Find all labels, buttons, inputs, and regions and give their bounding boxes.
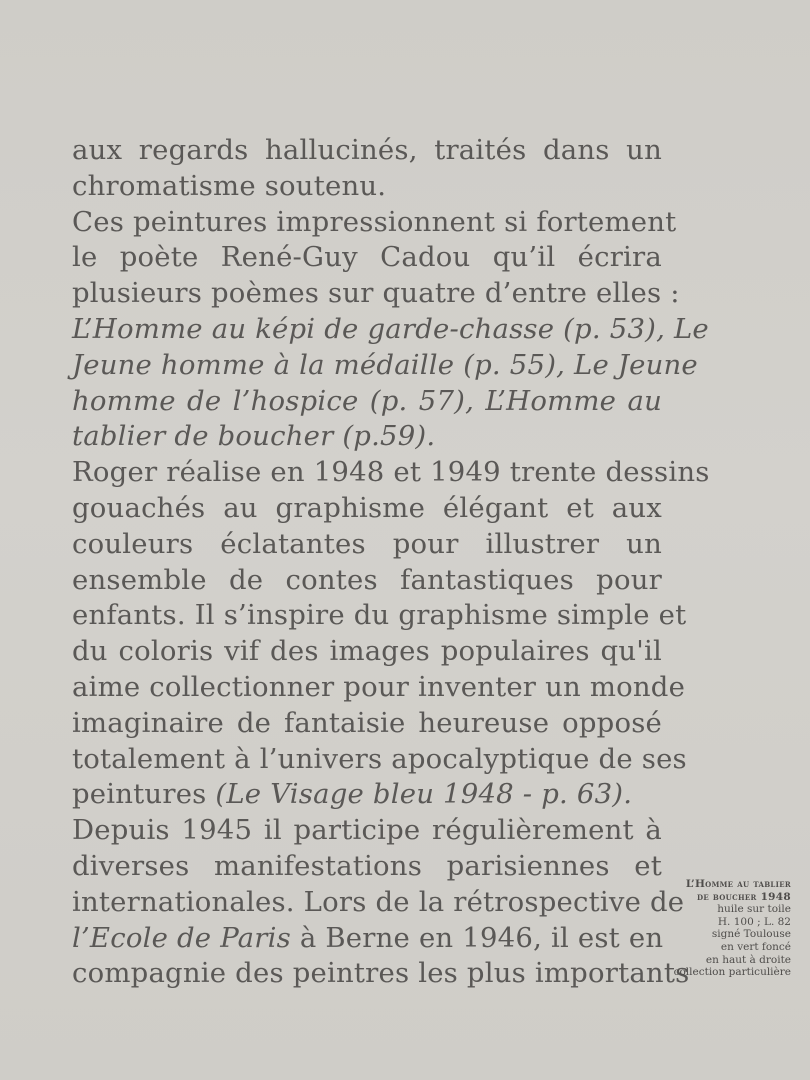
text-line (72, 276, 680, 312)
caption-line: H. 100 ; L. 82 (717, 915, 791, 928)
text: le poète René-Guy Cadou qu’il écrira (72, 241, 662, 274)
text: totalement à l’univers apocalyptique de ses (72, 742, 687, 775)
text-line (72, 706, 662, 742)
text: diverses manifestations parisiennes et (72, 849, 662, 882)
caption-title-line-2: de boucher 1948 (696, 890, 791, 903)
italic-text: L’Homme au képi de garde-chasse (p. 53), Le (72, 312, 709, 345)
text-line (72, 670, 686, 706)
text: aime collectionner pour inventer un monde (72, 670, 686, 703)
text-line (72, 921, 662, 957)
italic-text: Jeune homme à la médaille (p. 55), Le Jeune (72, 348, 698, 381)
text-line (72, 455, 710, 491)
text-line (72, 527, 662, 563)
caption-line: collection particulière (673, 966, 791, 979)
text-line (72, 312, 709, 348)
text: couleurs éclatantes pour illustrer un (72, 527, 662, 560)
italic-text: homme de l’hospice (p. 57), L’Homme au (72, 384, 662, 417)
text-line (72, 384, 662, 420)
text-line (72, 777, 662, 813)
text: chromatisme soutenu. (72, 169, 387, 202)
caption-line: signé Toulouse (711, 928, 791, 941)
text-line (72, 205, 677, 241)
text-line (72, 742, 687, 778)
text-line (72, 956, 690, 992)
text: internationales. Lors de la rétrospective de (72, 885, 685, 918)
caption-line: en haut à droite (705, 953, 791, 966)
text: peintures (72, 778, 216, 811)
text-line (72, 849, 662, 885)
text-line (72, 491, 662, 527)
text-line (72, 885, 685, 921)
text-line (72, 133, 662, 169)
text-line (72, 348, 698, 384)
caption-line: en vert foncé (720, 940, 791, 953)
text-line (72, 813, 662, 849)
text: imaginaire de fantaisie heureuse opposé (72, 706, 662, 739)
text: compagnie des peintres les plus importants (72, 957, 690, 990)
caption-line: huile sur toile (717, 903, 791, 916)
body-text (72, 133, 710, 992)
text: Depuis 1945 il participe régulièrement à (72, 814, 662, 847)
text: gouachés au graphisme élégant et aux (72, 491, 662, 524)
text: aux regards hallucinés, traités dans un (72, 134, 662, 166)
text: Roger réalise en 1948 et 1949 trente dessins (72, 456, 710, 489)
italic-text: l’Ecole de Paris (72, 921, 291, 954)
text: ensemble de contes fantastiques pour (72, 563, 662, 596)
italic-text: (Le Visage bleu 1948 - p. 63). (215, 778, 633, 811)
text: du coloris vif des images populaires qu'il (72, 635, 662, 668)
text-line (72, 419, 662, 455)
text: enfants. Il s’inspire du graphisme simple et (72, 599, 687, 632)
text: Ces peintures impressionnent si fortement (72, 205, 677, 238)
caption-title-line-1: L’Homme au tablier (685, 878, 791, 890)
text-line (72, 598, 687, 634)
artwork-caption (641, 878, 791, 979)
italic-text: tablier de boucher (p.59). (72, 420, 436, 453)
text-line (72, 634, 662, 670)
text-line (72, 240, 662, 276)
text-line (72, 563, 662, 599)
text: à Berne en 1946, il est en (290, 921, 664, 954)
text-line (72, 169, 662, 205)
text: plusieurs poèmes sur quatre d’entre elles : (72, 277, 680, 310)
